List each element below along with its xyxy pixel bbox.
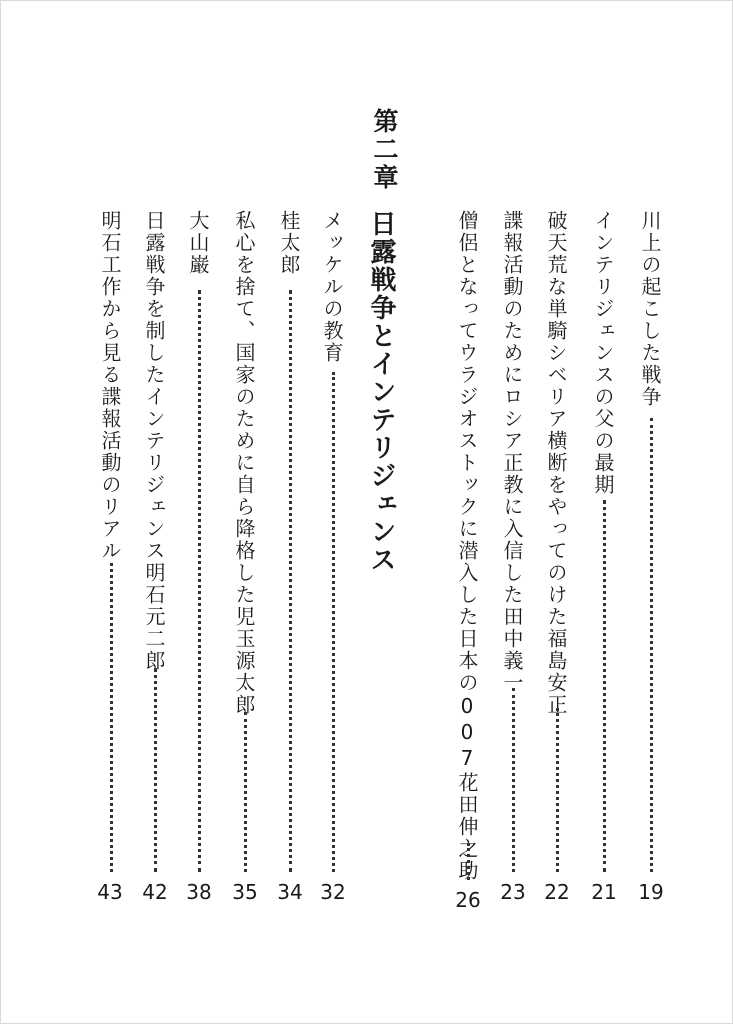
toc-entry-title[interactable]: 日露戦争を制したインテリジェンス明石元二郎 [142, 210, 166, 672]
toc-entry-title[interactable]: インテリジェンスの父の最期 [591, 210, 615, 496]
toc-entry-title[interactable]: 明石工作から見る諜報活動のリアル [98, 210, 122, 562]
toc-page-number: 26 [455, 888, 481, 912]
toc-entry-title[interactable]: 諜報活動のためにロシア正教に入信した田中義一 [500, 210, 524, 694]
toc-page-number: 19 [638, 880, 664, 904]
toc-leader-dots [650, 418, 653, 872]
chapter-label: 第二章 [370, 108, 399, 192]
toc-page-number: 38 [186, 880, 212, 904]
toc-leader-dots [467, 843, 470, 880]
toc-leader-dots [512, 688, 515, 872]
toc-entry-title[interactable]: 私心を捨て、国家のために自ら降格した児玉源太郎 [232, 210, 256, 716]
toc-page-number: 22 [544, 880, 570, 904]
toc-leader-dots [198, 290, 201, 872]
toc-page-number: 23 [500, 880, 526, 904]
toc-entry-title[interactable]: 桂太郎 [277, 210, 301, 276]
toc-leader-dots [154, 668, 157, 872]
chapter-title: 日露戦争とインテリジェンス [366, 210, 396, 574]
toc-leader-dots [110, 563, 113, 872]
toc-leader-dots [244, 712, 247, 872]
toc-page-number: 34 [277, 880, 303, 904]
toc-page-number: 42 [142, 880, 168, 904]
toc-page-number: 21 [591, 880, 617, 904]
toc-entry-title[interactable]: 僧侶となってウラジオストックに潜入した日本の007花田伸之助 [455, 210, 479, 882]
toc-leader-dots [289, 290, 292, 872]
toc-leader-dots [556, 708, 559, 872]
toc-page-number: 32 [320, 880, 346, 904]
toc-entry-title[interactable]: 川上の起こした戦争 [638, 210, 662, 408]
toc-entry-title[interactable]: 大山巌 [186, 210, 210, 276]
toc-page-number: 35 [232, 880, 258, 904]
toc-page-number: 43 [97, 880, 123, 904]
toc-leader-dots [603, 500, 606, 872]
toc-leader-dots [332, 372, 335, 872]
toc-entry-title[interactable]: メッケルの教育 [320, 210, 344, 364]
toc-entry-title[interactable]: 破天荒な単騎シベリア横断をやってのけた福島安正 [544, 210, 568, 716]
